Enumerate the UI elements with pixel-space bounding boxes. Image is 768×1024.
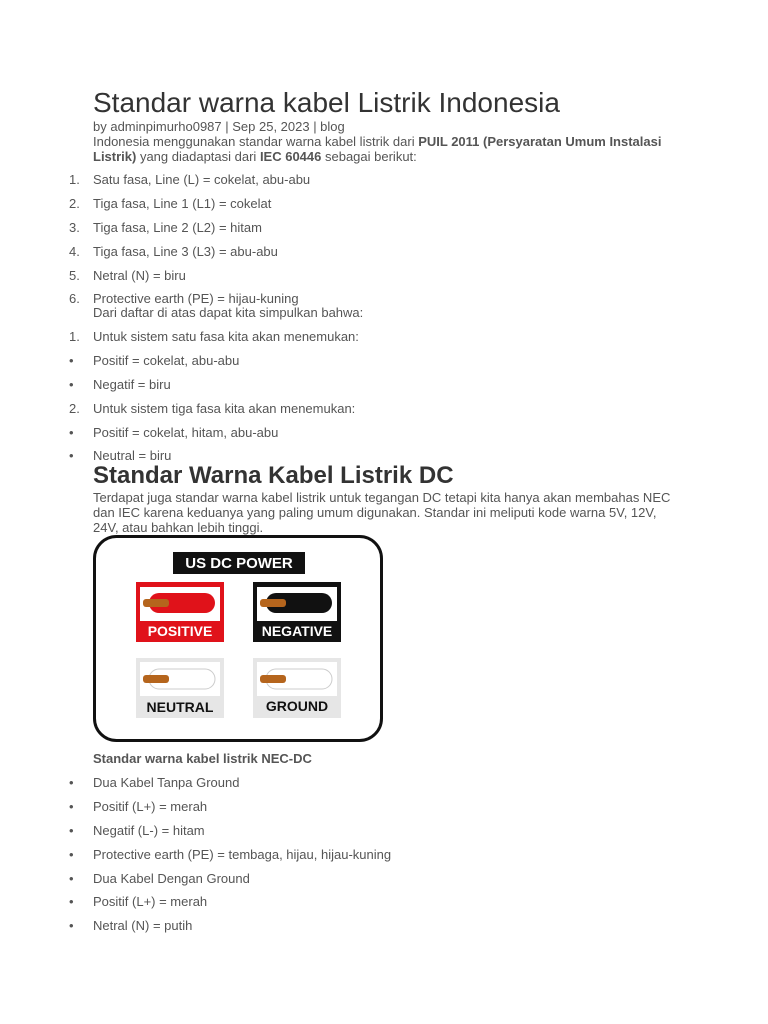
list-item [0,775,768,790]
list-item-text: Negatif (L-) = hitam [93,823,205,838]
figure-caption: Standar warna kabel listrik NEC-DC [93,751,312,766]
list-item-text: Positif (L+) = merah [93,894,208,909]
list-item [0,799,768,814]
list-item-text: Untuk sistem tiga fasa kita akan menemukan: [93,401,356,416]
intro-bold-puil: PUIL 2011 (Persyaratan Umum Instalasi Listrik) [93,134,662,164]
list-item [0,871,768,886]
list-bullet: • [69,823,74,838]
list-bullet: • [69,918,74,933]
neutral-copper-icon [143,675,169,683]
list-item-text: Negatif = biru [93,377,171,392]
list-bullet: • [69,847,74,862]
list-item-text: Untuk sistem satu fasa kita akan menemukan: [93,329,359,344]
list-item-text: Positif = cokelat, abu-abu [93,353,240,368]
list-item-text: Protective earth (PE) = tembaga, hijau, hijau-kuning [93,847,392,862]
list-item [0,425,768,440]
list-item-text: Netral (N) = putih [93,918,193,933]
list-number: 2. [69,196,80,211]
list-item [0,172,768,187]
positive-label: POSITIVE [147,623,213,639]
list-item-text: Netral (N) = biru [93,268,186,283]
page-title: Standar warna kabel Listrik Indonesia [93,87,560,118]
list-item-text: Protective earth (PE) = hijau-kuning [93,291,299,306]
list-item [0,401,768,416]
list-item [0,291,768,306]
list-item-text: Tiga fasa, Line 2 (L2) = hitam [93,220,262,235]
list-bullet: • [69,448,74,463]
list-bullet: • [69,799,74,814]
list-item [0,918,768,933]
list-item [0,847,768,862]
dc-paragraph: Terdapat juga standar warna kabel listrik untuk tegangan DC tetapi kita hanya akan membahas NEC dan IEC karena keduanya yang paling umum digunakan. Standar ini meliputi kode warna 5V, 12V, 24V, atau bahkan lebih tinggi. [93,490,671,535]
positive-copper-icon [143,599,169,607]
ground-copper-icon [260,675,286,683]
intro-bold-iec: IEC 60446 [259,149,322,164]
list-number: 1. [69,329,80,344]
list-number: 4. [69,244,80,259]
list-item [0,220,768,235]
intro-text-3: sebagai berikut: [321,149,417,164]
list-item-text: Dua Kabel Tanpa Ground [93,775,240,790]
list-item-text: Dua Kabel Dengan Ground [93,871,250,886]
intro-paragraph [93,134,693,164]
list-item [0,448,768,463]
list-item [0,353,768,368]
list-bullet: • [69,871,74,886]
list-bullet: • [69,775,74,790]
list-item [0,329,768,344]
negative-label: NEGATIVE [261,623,333,639]
list-number: 1. [69,172,80,187]
us-dc-power-figure [93,535,383,742]
list-bullet: • [69,377,74,392]
list-item [0,894,768,909]
list-item [0,377,768,392]
intro-text-2: yang diadaptasi dari [136,149,260,164]
list-item-text: Positif (L+) = merah [93,799,208,814]
dc-section-heading: Standar Warna Kabel Listrik DC [93,462,454,489]
list-item [0,196,768,211]
figure-header-text: US DC POWER [185,555,293,572]
list-number: 5. [69,268,80,283]
list-item-text: Tiga fasa, Line 1 (L1) = cokelat [93,196,272,211]
list-item [0,823,768,838]
negative-copper-icon [260,599,286,607]
list-number: 3. [69,220,80,235]
list-bullet: • [69,425,74,440]
list-number: 2. [69,401,80,416]
list-item [0,268,768,283]
ground-label: GROUND [265,698,329,714]
list-item-text: Positif = cokelat, hitam, abu-abu [93,425,279,440]
list-bullet: • [69,894,74,909]
list-item [0,244,768,259]
list-item-text: Tiga fasa, Line 3 (L3) = abu-abu [93,244,278,259]
summary-intro: Dari daftar di atas dapat kita simpulkan bahwa: [93,305,364,320]
intro-text-1: Indonesia menggunakan standar warna kabel listrik dari [93,134,419,149]
list-bullet: • [69,353,74,368]
list-number: 6. [69,291,80,306]
list-item-text: Satu fasa, Line (L) = cokelat, abu-abu [93,172,311,187]
neutral-label: NEUTRAL [146,699,214,715]
list-item-text: Neutral = biru [93,448,172,463]
post-meta: by adminpimurho0987 | Sep 25, 2023 | blog [93,119,345,134]
